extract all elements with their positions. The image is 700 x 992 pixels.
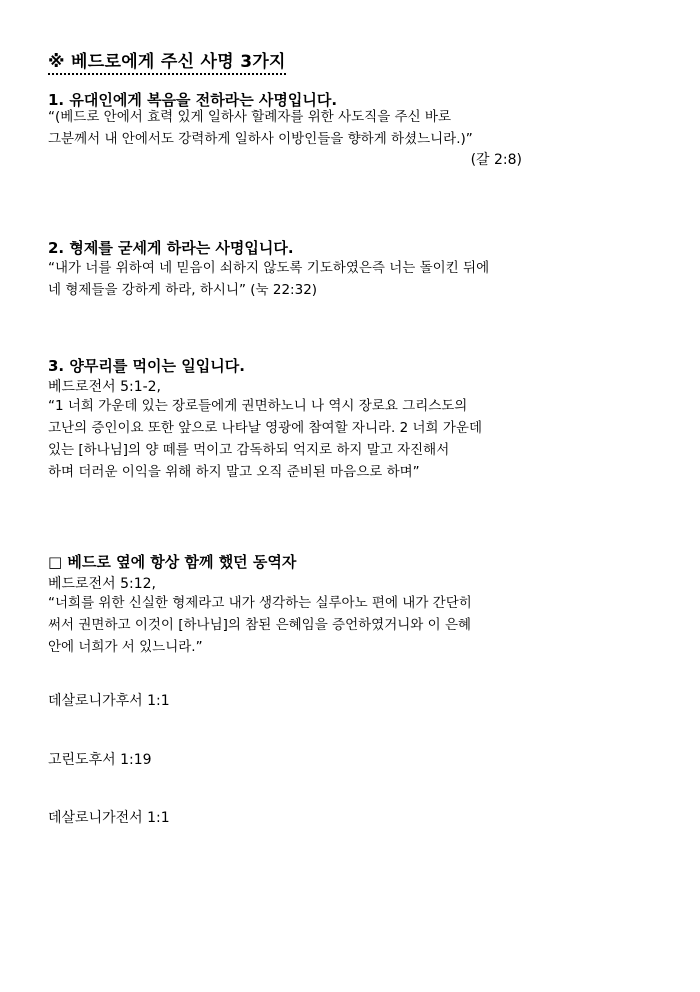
section-2-quote: [48, 257, 530, 301]
page-title: ※ 베드로에게 주신 사명 3가지: [48, 47, 286, 75]
reference-corinthians-2: 고린도후서 1:19: [48, 752, 152, 768]
reference-thessalonians-1: 데살로니가전서 1:1: [48, 810, 170, 826]
section-3-reference: 베드로전서 5:1-2,: [48, 379, 162, 395]
quote-line: 있는 [하나님]의 양 떼를 먹이고 감독하되 억지로 하지 말고 자진해서: [48, 442, 450, 458]
section-3-heading: 3. 양무리를 먹이는 일입니다.: [48, 357, 245, 375]
reference-thessalonians-2: 데살로니가후서 1:1: [48, 693, 170, 709]
quote-line: 써서 권면하고 이것이 [하나님]의 참된 은혜임을 증언하였거니와 이 은혜: [48, 617, 472, 633]
section-4-quote: [48, 592, 530, 658]
quote-line: 고난의 증인이요 또한 앞으로 나타날 영광에 참여할 자니라. 2 너희 가운데: [48, 420, 482, 436]
quote-line: 네 형제들을 강하게 하라, 하시니” (눅 22:32): [48, 282, 318, 298]
section-1-reference: (갈 2:8): [470, 152, 522, 168]
quote-line: “1 너희 가운데 있는 장로들에게 권면하노니 나 역시 장로요 그리스도의: [48, 398, 468, 414]
quote-line: 안에 너희가 서 있느니라.”: [48, 639, 203, 655]
quote-line: 하며 더러운 이익을 위해 하지 말고 오직 준비된 마음으로 하며”: [48, 464, 420, 480]
section-4-reference: 베드로전서 5:12,: [48, 576, 156, 592]
section-4-heading: □ 베드로 옆에 항상 함께 했던 동역자: [48, 553, 297, 571]
section-1-heading: 1. 유대인에게 복음을 전하라는 사명입니다.: [48, 91, 338, 109]
quote-line: “너희를 위한 신실한 형제라고 내가 생각하는 실루아노 편에 내가 간단히: [48, 595, 472, 611]
section-3-quote: [48, 395, 530, 483]
section-2-heading: 2. 형제를 굳세게 하라는 사명입니다.: [48, 239, 294, 257]
quote-line: 그분께서 내 안에서도 강력하게 일하사 이방인들을 향하게 하셨느니라.)”: [48, 131, 473, 147]
section-1-quote: [48, 106, 530, 150]
quote-line: “내가 너를 위하여 네 믿음이 쇠하지 않도록 기도하였은즉 너는 돌이킨 뒤에: [48, 260, 490, 276]
quote-line: “(베드로 안에서 효력 있게 일하사 할례자를 위한 사도직을 주신 바로: [48, 109, 451, 125]
